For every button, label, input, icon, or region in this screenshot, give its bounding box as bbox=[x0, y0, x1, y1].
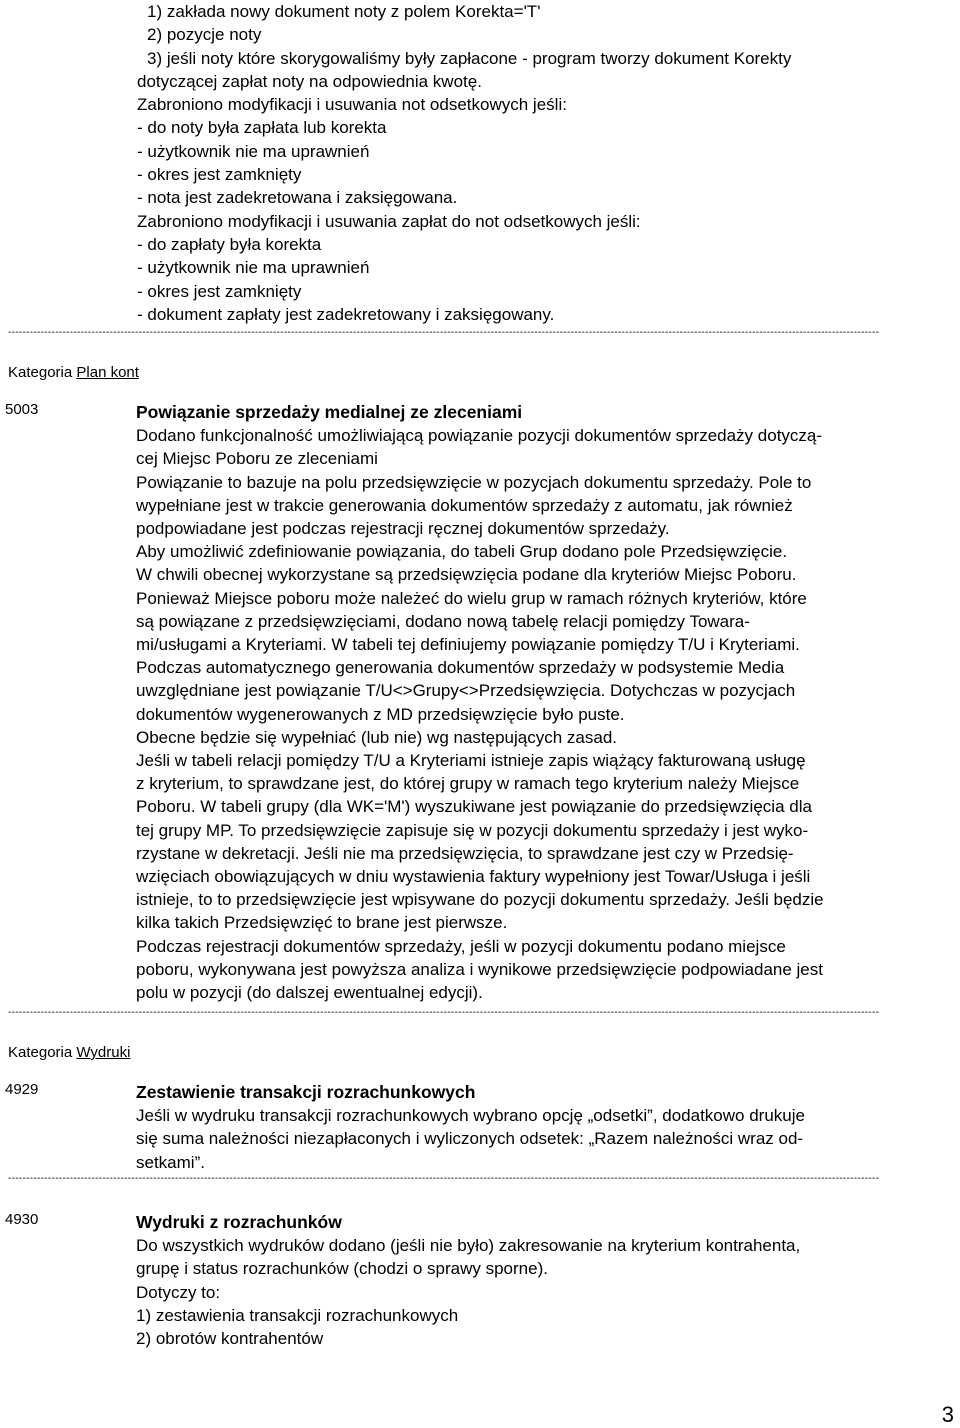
intro-line: - użytkownik nie ma uprawnień bbox=[137, 141, 370, 161]
intro-line: 2) pozycje noty bbox=[147, 25, 262, 45]
intro-block bbox=[137, 0, 947, 326]
entry-line: z kryterium, to sprawdzane jest, do której grupy w ramach tego kryterium należy Miejsce bbox=[136, 774, 800, 794]
intro-line: - nota jest zadekretowana i zaksięgowana. bbox=[137, 188, 458, 208]
entry-line: są powiązane z przedsięwzięciami, dodano nową tabelę relacji pomiędzy Towara- bbox=[136, 611, 750, 631]
divider: ------------------------------------------------------------------------------------------------------------------------------------------------------------------------------------------------------------------------------------------------ bbox=[8, 1174, 880, 1184]
entry-line: Do wszystkich wydruków dodano (jeśli nie było) zakresowanie na kryterium kontrahenta, bbox=[136, 1236, 801, 1256]
entry-line: rzystane w dekretacji. Jeśli nie ma przedsięwzięcia, to sprawdzane jest czy w Przedsię- bbox=[136, 843, 794, 863]
intro-line: 1) zakłada nowy dokument noty z polem Korekta='T' bbox=[147, 2, 541, 21]
entry-line: tej grupy MP. To przedsięwzięcie zapisuje się w pozycji dokumentu sprzedaży i jest wyko- bbox=[136, 820, 809, 840]
entry-line: Dodano funkcjonalność umożliwiającą powiązanie pozycji dokumentów sprzedaży dotyczą- bbox=[136, 426, 823, 446]
intro-line: Zabroniono modyfikacji i usuwania zapłat do not odsetkowych jeśli: bbox=[137, 211, 641, 231]
entry-line: istnieje, to to przedsięwzięcie jest wpisywane do pozycji dokumentu sprzedaży. Jeśli będzie bbox=[136, 890, 824, 910]
entry-line: cej Miejsc Poboru ze zleceniami bbox=[136, 449, 378, 469]
entry-line: wypełniane jest w trakcie generowania dokumentów sprzedaży z automatu, jak również bbox=[136, 495, 793, 515]
entry-line: 1) zestawienia transakcji rozrachunkowych bbox=[136, 1305, 459, 1325]
intro-line: 3) jeśli noty które skorygowaliśmy były zapłacone - program tworzy dokument Korekty bbox=[147, 48, 792, 68]
category-label: Kategoria bbox=[8, 364, 73, 381]
entry-number: 5003 bbox=[5, 401, 39, 418]
intro-line: - okres jest zamknięty bbox=[137, 165, 302, 185]
entry-line: kilka takich Przedsięwzięć to brane jest pierwsze. bbox=[136, 913, 508, 933]
intro-line: - okres jest zamknięty bbox=[137, 281, 302, 301]
category-link-wydruki[interactable]: Wydruki bbox=[76, 1044, 131, 1061]
entry-line: Poboru. W tabeli grupy (dla WK='M') wyszukiwane jest powiązanie do przedsięwzięcia dla bbox=[136, 797, 812, 817]
entry-line: Ponieważ Miejsce poboru może należeć do wielu grup w ramach różnych kryteriów, które bbox=[136, 588, 807, 608]
entry-title: Zestawienie transakcji rozrachunkowych bbox=[136, 1082, 476, 1102]
page-number: 3 bbox=[941, 1402, 954, 1427]
intro-line: - dokument zapłaty jest zadekretowany i zaksięgowany. bbox=[137, 304, 555, 324]
intro-line: - do noty była zapłata lub korekta bbox=[137, 118, 387, 138]
divider: ------------------------------------------------------------------------------------------------------------------------------------------------------------------------------------------------------------------------------------------------ bbox=[8, 1008, 880, 1018]
entry-line: Aby umożliwić zdefiniowanie powiązania, do tabeli Grup dodano pole Przedsięwzięcie. bbox=[136, 542, 788, 562]
entry-title: Powiązanie sprzedaży medialnej ze zleceniami bbox=[136, 402, 523, 422]
entry-line: Obecne będzie się wypełniać (lub nie) wg następujących zasad. bbox=[136, 727, 617, 747]
entry-line: dokumentów wygenerowanych z MD przedsięwzięcie było puste. bbox=[136, 704, 625, 724]
entry-5003 bbox=[136, 401, 948, 1004]
entry-4929 bbox=[136, 1081, 948, 1174]
entry-line: wzięciach obowiązujących w dniu wystawienia faktury wypełniony jest Towar/Usługa i jeśli bbox=[136, 867, 811, 887]
intro-line: - użytkownik nie ma uprawnień bbox=[137, 258, 370, 278]
entry-line: mi/usługami a Kryteriami. W tabeli tej definiujemy powiązanie pomiędzy T/U i Kryteriami. bbox=[136, 635, 800, 655]
intro-line: dotyczącej zapłat noty na odpowiednia kwotę. bbox=[137, 71, 482, 91]
entry-line: setkami”. bbox=[136, 1152, 205, 1172]
category-link-plan-kont[interactable]: Plan kont bbox=[76, 364, 139, 381]
entry-line: Podczas automatycznego generowania dokumentów sprzedaży w podsystemie Media bbox=[136, 658, 785, 678]
entry-line: Dotyczy to: bbox=[136, 1282, 221, 1302]
entry-line: polu w pozycji (do dalszej ewentualnej edycji). bbox=[136, 983, 483, 1003]
entry-line: Jeśli w tabeli relacji pomiędzy T/U a Kryteriami istnieje zapis wiążący fakturowaną usługę bbox=[136, 751, 806, 771]
intro-line: Zabroniono modyfikacji i usuwania not odsetkowych jeśli: bbox=[137, 95, 567, 115]
entry-title: Wydruki z rozrachunków bbox=[136, 1212, 342, 1232]
entry-line: Jeśli w wydruku transakcji rozrachunkowych wybrano opcję „odsetki”, dodatkowo drukuje bbox=[136, 1106, 805, 1126]
entry-number: 4929 bbox=[5, 1081, 39, 1098]
entry-line: grupę i status rozrachunków (chodzi o sprawy sporne). bbox=[136, 1259, 548, 1279]
entry-line: Powiązanie to bazuje na polu przedsięwzięcie w pozycjach dokumentu sprzedaży. Pole to bbox=[136, 472, 812, 492]
category-label: Kategoria bbox=[8, 1044, 73, 1061]
entry-line: poboru, wykonywana jest powyższa analiza i wynikowe przedsięwzięcie podpowiadane jest bbox=[136, 959, 823, 979]
entry-line: uwzględniane jest powiązanie T/U<>Grupy<>Przedsięwzięcia. Dotychczas w pozycjach bbox=[136, 681, 796, 701]
entry-line: W chwili obecnej wykorzystane są przedsięwzięcia podane dla kryteriów Miejsc Poboru. bbox=[136, 565, 797, 585]
intro-line: - do zapłaty była korekta bbox=[137, 234, 322, 254]
category-heading bbox=[8, 364, 139, 382]
category-heading bbox=[8, 1044, 130, 1062]
entry-number: 4930 bbox=[5, 1211, 39, 1228]
divider: ------------------------------------------------------------------------------------------------------------------------------------------------------------------------------------------------------------------------------------------------ bbox=[8, 328, 880, 338]
entry-line: się suma należności niezapłaconych i wyliczonych odsetek: „Razem należności wraz od- bbox=[136, 1129, 804, 1149]
entry-line: 2) obrotów kontrahentów bbox=[136, 1329, 324, 1349]
entry-4930 bbox=[136, 1211, 948, 1350]
entry-line: Podczas rejestracji dokumentów sprzedaży, jeśli w pozycji dokumentu podano miejsce bbox=[136, 936, 786, 956]
entry-line: podpowiadane jest podczas rejestracji ręcznej dokumentów sprzedaży. bbox=[136, 519, 670, 539]
